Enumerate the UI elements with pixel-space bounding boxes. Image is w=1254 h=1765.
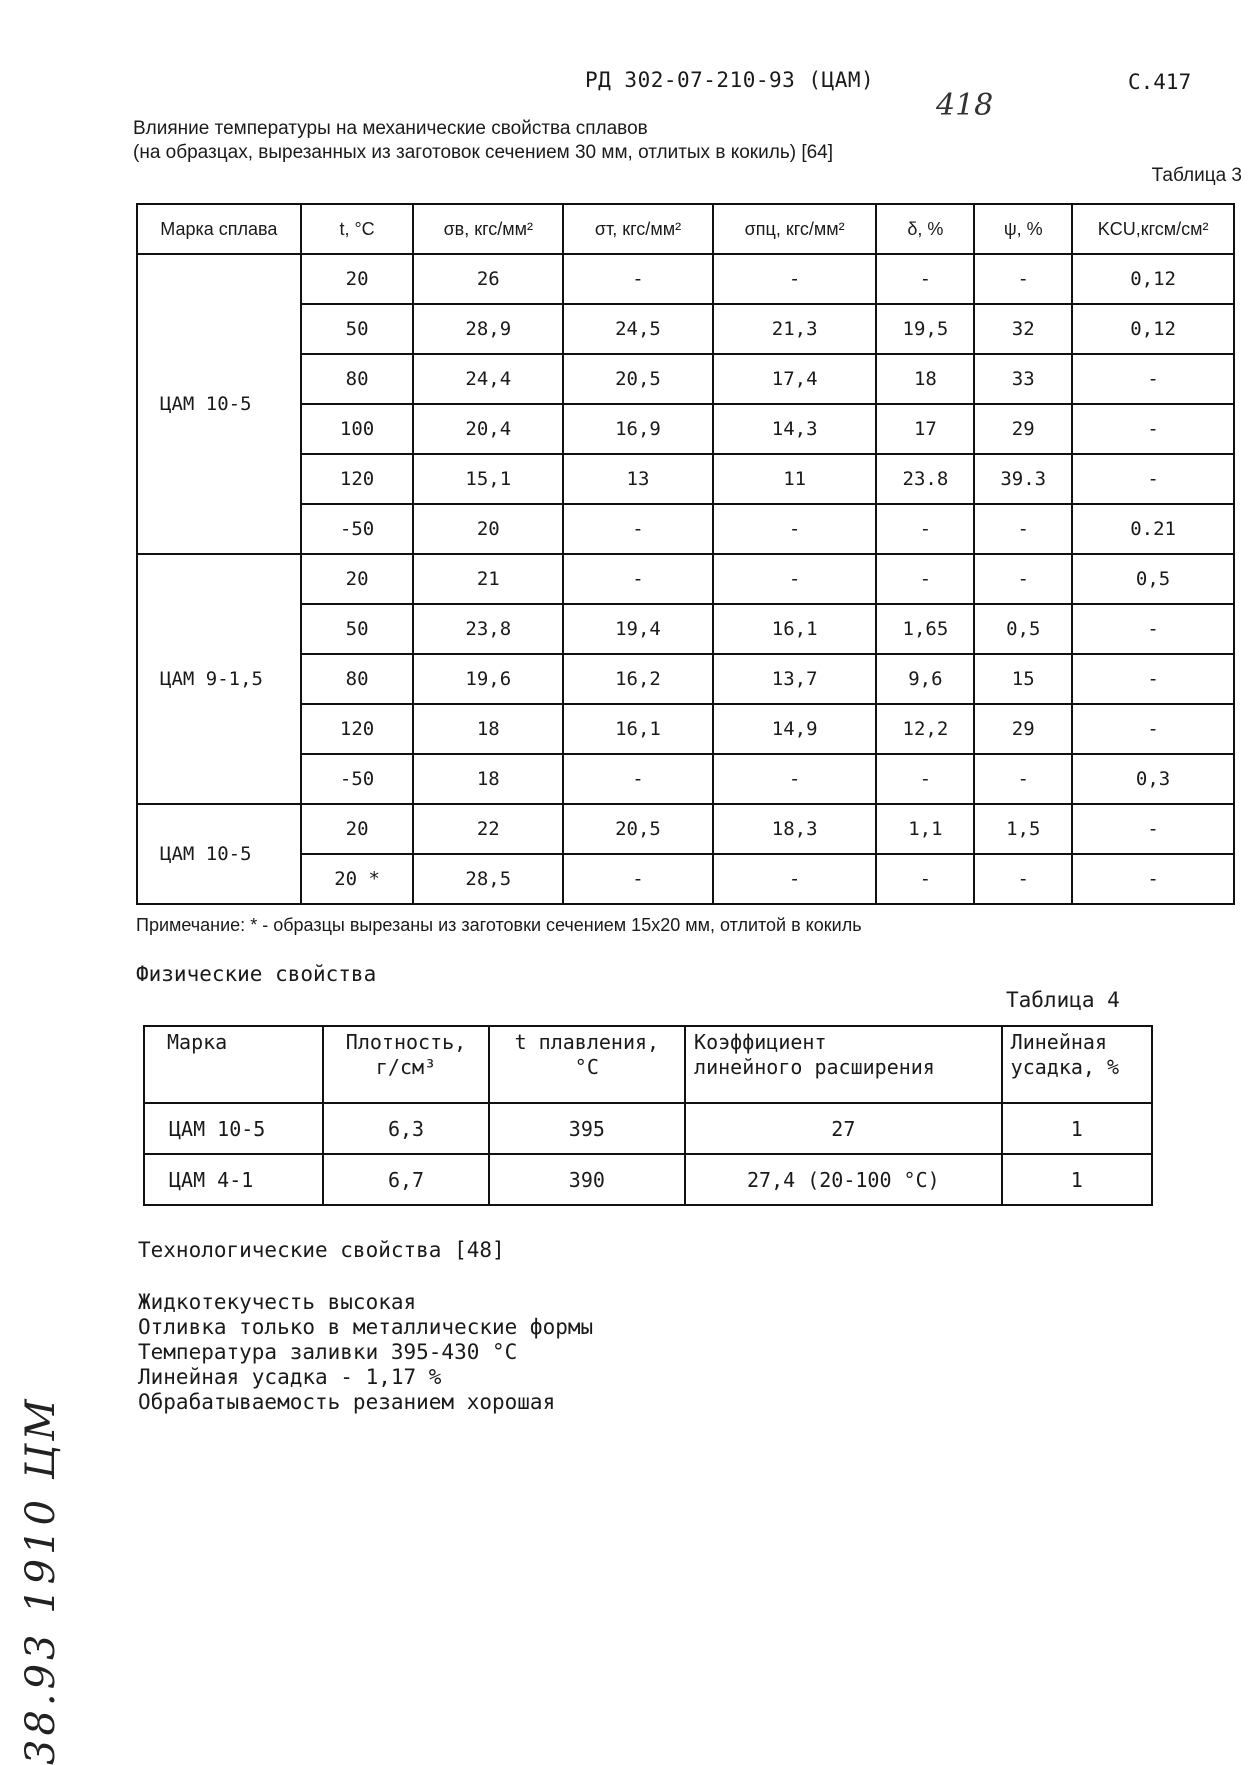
- physical-properties-title: Физические свойства: [136, 962, 377, 986]
- header-elongation: δ, %: [876, 204, 974, 254]
- table-row: [137, 854, 1234, 904]
- table3-caption-line2: (на образцах, вырезанных из заготовок сечением 30 мм, отлитых в кокиль) [64]: [133, 142, 834, 163]
- cell-temperature: 20: [301, 554, 414, 604]
- cell-ultimate-strength: 18: [413, 754, 563, 804]
- cell-reduction-area: -: [974, 254, 1072, 304]
- cell-elongation: -: [876, 254, 974, 304]
- table3-note: Примечание: * - образцы вырезаны из заготовки сечением 15х20 мм, отлитой в кокиль: [136, 915, 862, 935]
- cell-proportional-limit: 13,7: [713, 654, 877, 704]
- cell-density: 6,7: [323, 1154, 488, 1205]
- cell-ultimate-strength: 24,4: [413, 354, 563, 404]
- table3-label: Таблица 3: [1151, 165, 1242, 186]
- cell-impact-strength: -: [1072, 854, 1234, 904]
- cell-yield-strength: -: [563, 854, 713, 904]
- table-row: [144, 1154, 1152, 1205]
- cell-impact-strength: -: [1072, 354, 1234, 404]
- cell-impact-strength: -: [1072, 804, 1234, 854]
- cell-ultimate-strength: 19,6: [413, 654, 563, 704]
- cell-elongation: -: [876, 504, 974, 554]
- technological-properties-list: [138, 1290, 593, 1415]
- table-row: [144, 1103, 1152, 1154]
- header-density: Плотность, г/см³: [323, 1026, 488, 1103]
- list-item: Температура заливки 395-430 °С: [138, 1340, 518, 1364]
- cell-ultimate-strength: 20: [413, 504, 563, 554]
- cell-temperature: 120: [301, 454, 414, 504]
- table-row: [137, 704, 1234, 754]
- cell-ultimate-strength: 15,1: [413, 454, 563, 504]
- cell-proportional-limit: -: [713, 254, 877, 304]
- cell-reduction-area: -: [974, 854, 1072, 904]
- cell-reduction-area: -: [974, 504, 1072, 554]
- handwritten-number: 418: [936, 88, 994, 123]
- table-row: [137, 754, 1234, 804]
- cell-yield-strength: 13: [563, 454, 713, 504]
- cell-temperature: -50: [301, 754, 414, 804]
- cell-reduction-area: -: [974, 554, 1072, 604]
- cell-elongation: -: [876, 754, 974, 804]
- cell-ultimate-strength: 18: [413, 704, 563, 754]
- table4-label: Таблица 4: [1006, 988, 1120, 1012]
- header-alloy: Марка сплава: [137, 204, 301, 254]
- cell-impact-strength: -: [1072, 654, 1234, 704]
- cell-reduction-area: 15: [974, 654, 1072, 704]
- table-row: [137, 254, 1234, 304]
- header-grade: Марка: [144, 1026, 323, 1103]
- cell-yield-strength: 16,1: [563, 704, 713, 754]
- cell-impact-strength: 0,12: [1072, 304, 1234, 354]
- cell-proportional-limit: 16,1: [713, 604, 877, 654]
- cell-yield-strength: -: [563, 254, 713, 304]
- cell-proportional-limit: 14,9: [713, 704, 877, 754]
- cell-elongation: -: [876, 854, 974, 904]
- cell-yield-strength: -: [563, 554, 713, 604]
- cell-ultimate-strength: 21: [413, 554, 563, 604]
- table-row: [137, 454, 1234, 504]
- cell-expansion: 27,4 (20-100 °С): [685, 1154, 1002, 1205]
- mechanical-properties-table: [136, 203, 1235, 905]
- cell-ultimate-strength: 28,5: [413, 854, 563, 904]
- physical-properties-table: [143, 1025, 1153, 1206]
- cell-shrinkage: 1: [1002, 1103, 1152, 1154]
- header-yield-strength: σт, кгс/мм²: [563, 204, 713, 254]
- table-row: [137, 504, 1234, 554]
- cell-elongation: 1,1: [876, 804, 974, 854]
- cell-elongation: -: [876, 554, 974, 604]
- cell-temperature: 20: [301, 254, 414, 304]
- technological-properties-title: Технологические свойства [48]: [138, 1238, 505, 1262]
- cell-temperature: 20 *: [301, 854, 414, 904]
- cell-proportional-limit: 21,3: [713, 304, 877, 354]
- cell-yield-strength: 24,5: [563, 304, 713, 354]
- cell-melting-point: 390: [489, 1154, 685, 1205]
- cell-temperature: 120: [301, 704, 414, 754]
- cell-reduction-area: 32: [974, 304, 1072, 354]
- list-item: Жидкотекучесть высокая: [138, 1290, 417, 1314]
- cell-ultimate-strength: 23,8: [413, 604, 563, 654]
- cell-temperature: -50: [301, 504, 414, 554]
- cell-reduction-area: 29: [974, 404, 1072, 454]
- cell-reduction-area: -: [974, 754, 1072, 804]
- cell-ultimate-strength: 26: [413, 254, 563, 304]
- cell-yield-strength: -: [563, 504, 713, 554]
- cell-proportional-limit: 11: [713, 454, 877, 504]
- cell-impact-strength: -: [1072, 704, 1234, 754]
- table-row: [137, 554, 1234, 604]
- table-row: [137, 804, 1234, 854]
- cell-elongation: 1,65: [876, 604, 974, 654]
- cell-yield-strength: 20,5: [563, 354, 713, 404]
- cell-reduction-area: 1,5: [974, 804, 1072, 854]
- cell-elongation: 12,2: [876, 704, 974, 754]
- cell-alloy: ЦАМ 10-5: [137, 804, 301, 904]
- cell-temperature: 100: [301, 404, 414, 454]
- cell-grade: ЦАМ 4-1: [144, 1154, 323, 1205]
- cell-alloy: ЦАМ 9-1,5: [137, 554, 301, 804]
- cell-temperature: 50: [301, 604, 414, 654]
- cell-reduction-area: 33: [974, 354, 1072, 404]
- cell-reduction-area: 29: [974, 704, 1072, 754]
- cell-proportional-limit: -: [713, 754, 877, 804]
- cell-impact-strength: -: [1072, 454, 1234, 504]
- cell-yield-strength: 19,4: [563, 604, 713, 654]
- header-impact-strength: KCU,кгсм/см²: [1072, 204, 1234, 254]
- cell-yield-strength: 20,5: [563, 804, 713, 854]
- cell-temperature: 50: [301, 304, 414, 354]
- header-expansion-coefficient: Коэффициент линейного расширения: [685, 1026, 1002, 1103]
- list-item: Отливка только в металлические формы: [138, 1315, 594, 1339]
- cell-elongation: 19,5: [876, 304, 974, 354]
- table3-caption-line1: Влияние температуры на механические свойства сплавов: [133, 118, 648, 139]
- header-reduction-area: ψ, %: [974, 204, 1072, 254]
- cell-shrinkage: 1: [1002, 1154, 1152, 1205]
- cell-grade: ЦАМ 10-5: [144, 1103, 323, 1154]
- table-row: [137, 654, 1234, 704]
- cell-reduction-area: 39.3: [974, 454, 1072, 504]
- cell-proportional-limit: -: [713, 854, 877, 904]
- table4-header-row: [144, 1026, 1152, 1103]
- cell-temperature: 80: [301, 654, 414, 704]
- header-proportional-limit: σпц, кгс/мм²: [713, 204, 877, 254]
- cell-proportional-limit: -: [713, 504, 877, 554]
- cell-impact-strength: -: [1072, 604, 1234, 654]
- header-linear-shrinkage: Линейная усадка, %: [1002, 1026, 1152, 1103]
- header-melting-point: t плавления, °С: [489, 1026, 685, 1103]
- table-row: [137, 604, 1234, 654]
- cell-elongation: 9,6: [876, 654, 974, 704]
- page-number: С.417: [1128, 70, 1192, 94]
- cell-alloy: ЦАМ 10-5: [137, 254, 301, 554]
- cell-temperature: 80: [301, 354, 414, 404]
- table-row: [137, 304, 1234, 354]
- cell-proportional-limit: -: [713, 554, 877, 604]
- cell-impact-strength: 0,3: [1072, 754, 1234, 804]
- cell-impact-strength: -: [1072, 404, 1234, 454]
- cell-ultimate-strength: 28,9: [413, 304, 563, 354]
- cell-reduction-area: 0,5: [974, 604, 1072, 654]
- cell-impact-strength: 0.21: [1072, 504, 1234, 554]
- cell-impact-strength: 0,12: [1072, 254, 1234, 304]
- list-item: Линейная усадка - 1,17 %: [138, 1365, 442, 1389]
- table3-header-row: [137, 204, 1234, 254]
- table-row: [137, 354, 1234, 404]
- table-row: [137, 404, 1234, 454]
- cell-elongation: 17: [876, 404, 974, 454]
- cell-yield-strength: 16,9: [563, 404, 713, 454]
- cell-yield-strength: 16,2: [563, 654, 713, 704]
- cell-proportional-limit: 17,4: [713, 354, 877, 404]
- cell-temperature: 20: [301, 804, 414, 854]
- document-code: РД 302-07-210-93 (ЦАМ): [585, 68, 875, 92]
- cell-impact-strength: 0,5: [1072, 554, 1234, 604]
- cell-ultimate-strength: 22: [413, 804, 563, 854]
- header-ultimate-strength: σв, кгс/мм²: [413, 204, 563, 254]
- cell-proportional-limit: 18,3: [713, 804, 877, 854]
- cell-yield-strength: -: [563, 754, 713, 804]
- margin-handwritten-note: 38.93 1910 ЦМ: [18, 1395, 64, 1765]
- cell-proportional-limit: 14,3: [713, 404, 877, 454]
- header-temperature: t, °С: [301, 204, 414, 254]
- cell-elongation: 18: [876, 354, 974, 404]
- cell-elongation: 23.8: [876, 454, 974, 504]
- cell-density: 6,3: [323, 1103, 488, 1154]
- list-item: Обрабатываемость резанием хорошая: [138, 1390, 556, 1414]
- cell-ultimate-strength: 20,4: [413, 404, 563, 454]
- cell-melting-point: 395: [489, 1103, 685, 1154]
- cell-expansion: 27: [685, 1103, 1002, 1154]
